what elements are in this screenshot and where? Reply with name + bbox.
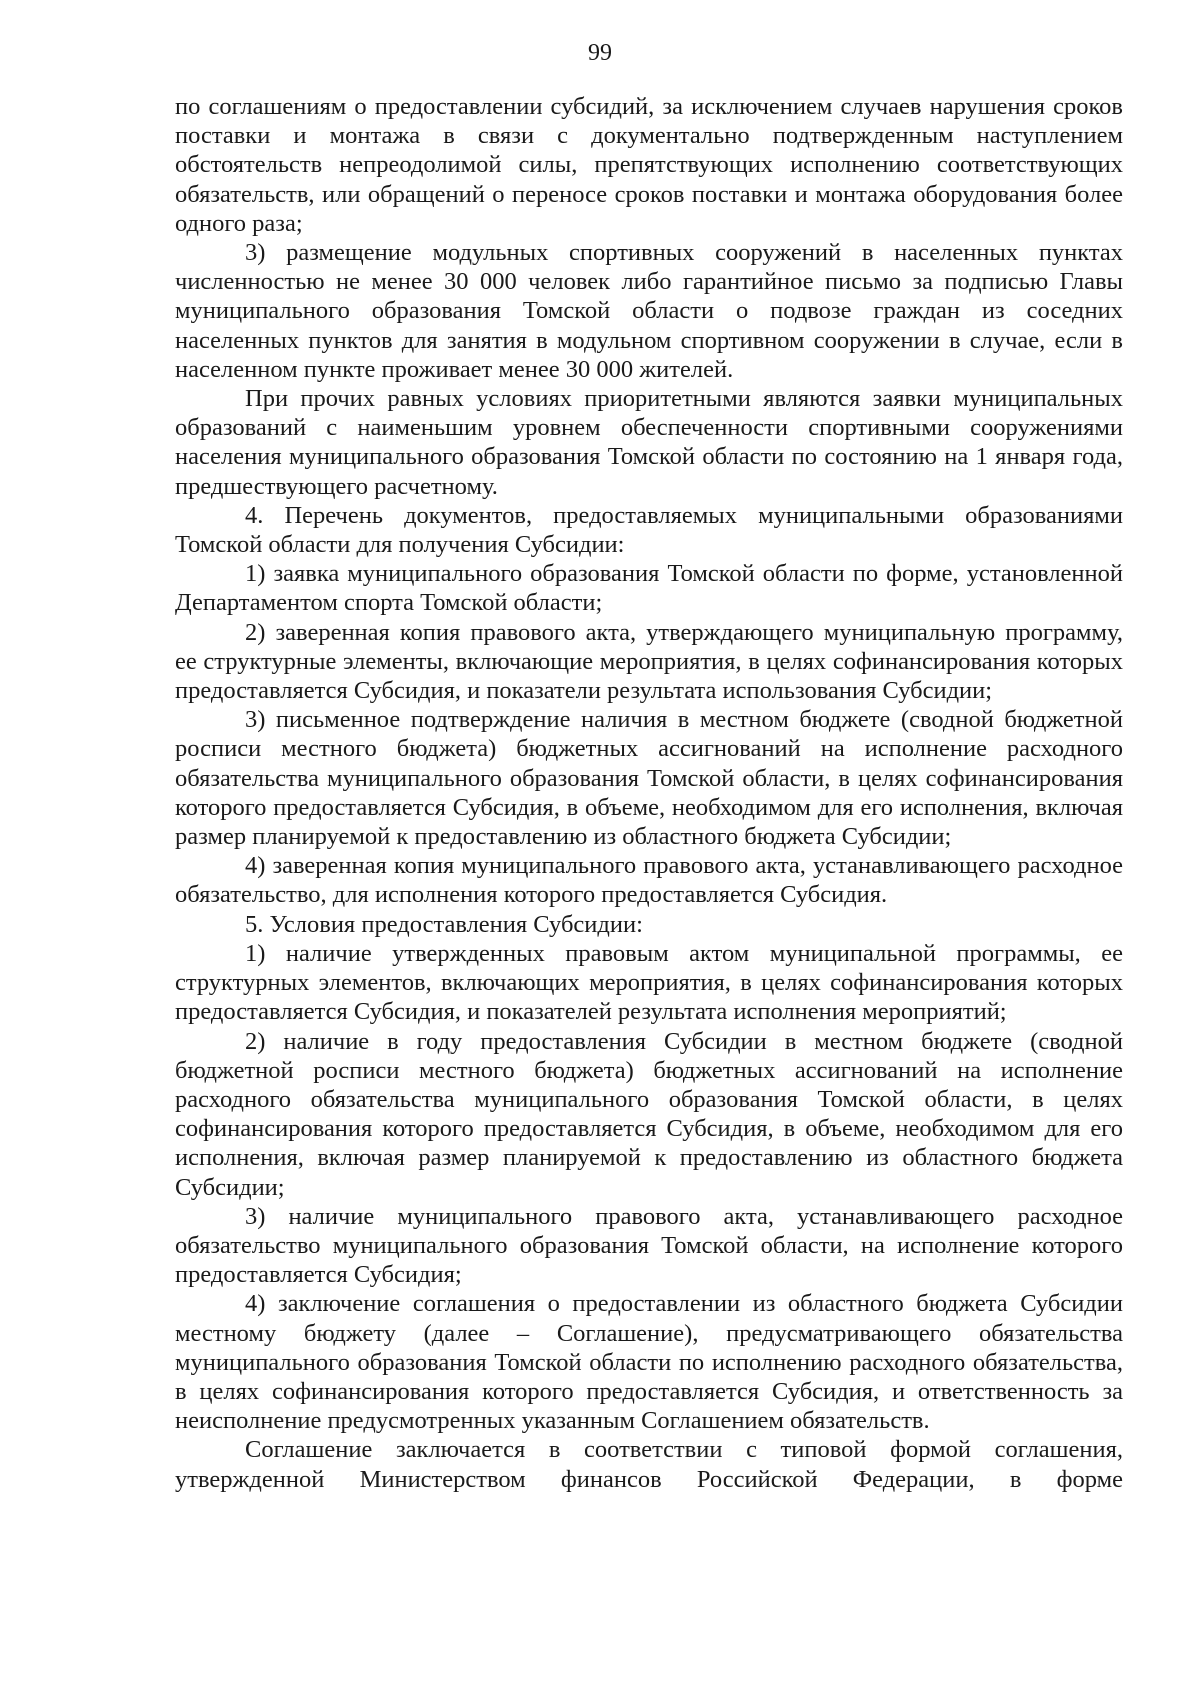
paragraph-section-5-item-2: 2) наличие в году предоставления Субсидии в местном бюджете (сводной бюджетной росписи местного бюджета) бюджетных ассигнований на исполнение расходного обязательства муниципального образования Томской области, в целях софинансирования которого предоставляется Субсидия, в объеме, необходимом для его исполнения, включая размер планируемой к предоставлению из областного бюджета Субсидии; [175,1027,1123,1201]
paragraph-section-4-item-2: 2) заверенная копия правового акта, утверждающего муниципальную программу, ее структурные элементы, включающие мероприятия, в целях софинансирования которых предоставляется Субсидия, и показатели результата использования Субсидии; [175,618,1123,705]
paragraph-priority: При прочих равных условиях приоритетными являются заявки муниципальных образований с наименьшим уровнем обеспеченности спортивными сооружениями населения муниципального образования Томской области по состоянию на 1 января года, предшествующего расчетному. [175,385,1123,500]
page-number: 99 [588,40,612,66]
paragraph-continuation: по соглашениям о предоставлении субсидий, за исключением случаев нарушения сроков поставки и монтажа в связи с документально подтвержденным наступлением обстоятельств непреодолимой силы, препятствующих исполнению соответствующих обязательств, или обращений о переносе сроков поставки и монтажа оборудования более одного раза; [175,93,1123,237]
paragraph-item-3-placement: 3) размещение модульных спортивных сооружений в населенных пунктах численностью не менее 30 000 человек либо гарантийное письмо за подписью Главы муниципального образования Томской области о подвозе граждан из соседних населенных пунктов для занятия в модульном спортивном сооружении в случае, если в населенном пункте проживает менее 30 000 жителей. [175,239,1123,383]
paragraph-section-4-item-3: 3) письменное подтверждение наличия в местном бюджете (сводной бюджетной росписи местного бюджета) бюджетных ассигнований на исполнение расходного обязательства муниципального образования Томской области, в целях софинансирования которого предоставляется Субсидия, в объеме, необходимом для его исполнения, включая размер планируемой к предоставлению из областного бюджета Субсидии; [175,706,1123,851]
paragraph-section-5-item-1: 1) наличие утвержденных правовым актом муниципальной программы, ее структурных элементов, включающих мероприятия, в целях софинансирования которых предоставляется Субсидия, и показателей результата исполнения мероприятий; [175,939,1123,1026]
paragraph-section-4-heading: 4. Перечень документов, предоставляемых муниципальными образованиями Томской области для получения Субсидии: [175,501,1123,559]
document-body [175,92,1123,1494]
paragraph-section-4-item-1: 1) заявка муниципального образования Томской области по форме, установленной Департаментом спорта Томской области; [175,560,1123,617]
paragraph-section-5-item-4: 4) заключение соглашения о предоставлении из областного бюджета Субсидии местному бюджету (далее – Соглашение), предусматривающего обязательства муниципального образования Томской области по исполнению расходного обязательства, в целях софинансирования которого предоставляется Субсидия, и ответственность за неисполнение предусмотренных указанным Соглашением обязательств. [175,1290,1123,1435]
paragraph-agreement: Соглашение заключается в соответствии с типовой формой соглашения, утвержденной Министерством финансов Российской Федерации, в форме [175,1436,1123,1493]
paragraph-section-5-heading: 5. Условия предоставления Субсидии: [245,910,643,938]
paragraph-section-5-item-3: 3) наличие муниципального правового акта, устанавливающего расходное обязательство муниципального образования Томской области, на исполнение которого предоставляется Субсидия; [175,1202,1123,1289]
paragraph-section-4-item-4: 4) заверенная копия муниципального правового акта, устанавливающего расходное обязательство, для исполнения которого предоставляется Субсидия. [175,852,1123,909]
